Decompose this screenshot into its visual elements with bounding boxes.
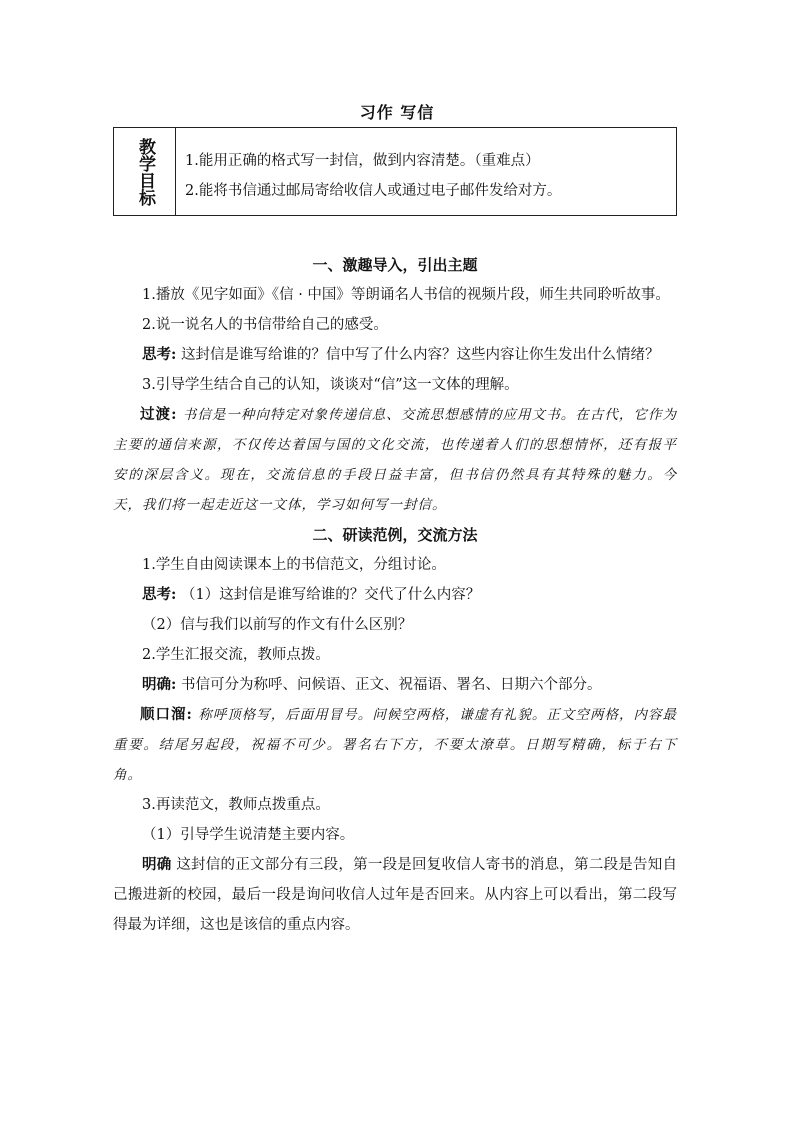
page-title: 习作 写信 (359, 103, 435, 122)
clarify-text: 书信可分为称呼、问候语、正文、祝福语、署名、日期六个部分。 (180, 677, 602, 693)
goals-list (176, 128, 676, 215)
goal-item: 2.能将书信通过邮局寄给收信人或通过电子邮件发给对方。 (185, 183, 562, 199)
think-label: 思考: (142, 346, 177, 363)
paragraph: 2.学生汇报交流，教师点拨。 (142, 647, 330, 663)
sub-paragraph: （1）引导学生说清楚主要内容。 (142, 827, 355, 843)
clarify-paragraph (113, 670, 677, 700)
section-heading: 一、激趣导入，引出主题 (312, 256, 478, 274)
rhyme-label: 顺口溜: (140, 706, 193, 723)
think-paragraph (113, 340, 677, 370)
section-heading: 二、研读范例，交流方法 (312, 526, 478, 544)
goal-item: 1.能用正确的格式写一封信，做到内容清楚。（重难点） (185, 153, 540, 169)
clarify-label: 明确: (142, 676, 177, 693)
think-paragraph-2: （2）信与我们以前写的作文有什么区别？ (142, 617, 413, 633)
paragraph: 3.引导学生结合自己的认知，谈谈对“信”这一文体的理解。 (142, 377, 519, 393)
transition-paragraph (113, 400, 677, 520)
goals-label-cell (114, 128, 176, 215)
think-text: （1）这封信是谁写给谁的？交代了什么内容？ (180, 587, 481, 603)
think-text: 这封信是谁写给谁的？信中写了什么内容？这些内容让你生发出什么情绪？ (180, 347, 660, 363)
think-label: 思考: (142, 586, 177, 603)
rhyme-paragraph (113, 700, 677, 790)
lesson-content (113, 250, 677, 940)
transition-text: 书信是一种向特定对象传递信息、交流思想感情的应用文书。在古代，它作为主要的通信来源，不仅传达着国与国的文化交流，也传递着人们的思想情怀，还有报平安的深层含义。现在，交流信息的手段日益丰富，但书信仍然具有其特殊的魅力。今天，我们将一起走近这一文体，学习如何写一封信。 (113, 407, 678, 513)
paragraph: 1.播放《见字如面》《信 · 中国》等朗诵名人书信的视频片段，师生共同聆听故事。 (142, 287, 670, 303)
think-paragraph (113, 580, 677, 610)
transition-label: 过渡: (140, 406, 178, 423)
paragraph: 2.说一说名人的书信带给自己的感受。 (142, 317, 388, 333)
clarify-label: 明确 (142, 856, 172, 873)
teaching-goals-table (113, 127, 677, 216)
clarify-paragraph-2 (113, 850, 677, 940)
clarify-text: 这封信的正文部分有三段，第一段是回复收信人寄书的消息，第二段是告知自己搬进新的校园，最后一段是询问收信人过年是否回来。从内容上可以看出，第二段写得最为详细，这也是该信的重点内容。 (113, 857, 678, 933)
paragraph: 1.学生自由阅读课本上的书信范文，分组讨论。 (142, 557, 446, 573)
paragraph: 3.再读范文，教师点拨重点。 (142, 797, 330, 813)
goals-label: 教学目标 (135, 137, 155, 206)
rhyme-text: 称呼顶格写，后面用冒号。问候空两格，谦虚有礼貌。正文空两格，内容最重要。结尾另起段，祝福不可少。署名右下方，不要太潦草。日期写精确，标于右下角。 (113, 707, 678, 783)
